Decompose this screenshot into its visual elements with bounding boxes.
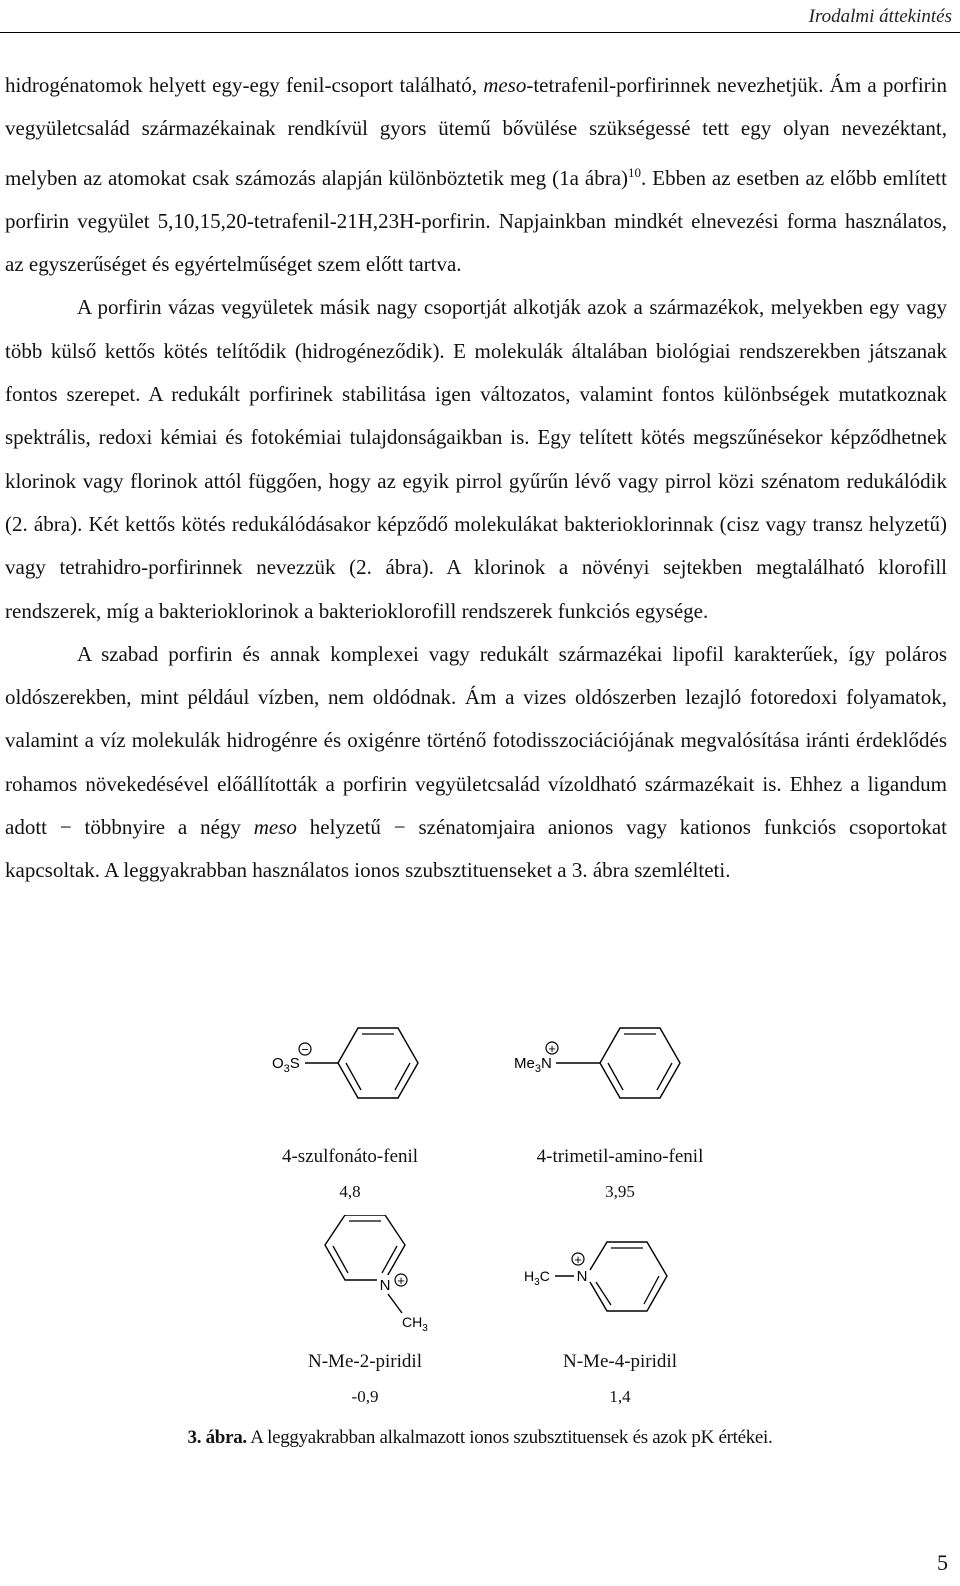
trimethylamino-formula: $Me_3N$ <box>514 1055 552 1075</box>
text-run: hidrogénatomok helyett egy-egy fenil-csoport található, <box>5 73 484 97</box>
paragraph <box>5 633 947 893</box>
structure-name: N-Me-4-piridil <box>563 1351 677 1372</box>
text-run: A szabad porfirin és annak komplexei vagy redukált származékai lipofil karakterűek, így poláros oldószerekben, mint például vízben, nem oldódnak. Ám a vizes oldószerben lezajló fotoredoxi folyamatok, valamint a víz molekulák hidrogénre és oxigénre történő fotodisszociációjának megvalósítása iránti érdeklődés rohamos növekedésével előállították a porfirin vegyületcsalád vízoldható származékait is. Ehhez a ligandum adott − többnyire a négy <box>5 641 947 840</box>
page-number: 5 <box>937 1550 948 1575</box>
structure-name: 4-szulfonáto-fenil <box>281 1146 419 1167</box>
positive-charge-sign: + <box>574 1252 582 1267</box>
text-run: helyzetű − szénatomjaira anionos vagy kationos funkciós csoportokat kapcsoltak. A leggyakrabban használatos ionos szubsztituenseket a 3. ábra szemlélteti. <box>5 815 947 883</box>
structure-trimethylamino <box>500 1020 740 1202</box>
figure-caption <box>0 1427 960 1449</box>
benzene-ring <box>338 1028 418 1098</box>
reference-superscript: 10 <box>628 164 642 180</box>
pk-value: -0,9 <box>351 1387 379 1406</box>
methyl-group: $CH_3$ <box>402 1314 428 1334</box>
structure-name: 4-trimetil-amino-fenil <box>536 1146 704 1167</box>
pk-value: 3,95 <box>605 1182 635 1201</box>
benzene-ring <box>600 1028 680 1098</box>
figure-3 <box>0 1010 960 1530</box>
pyridine-ring <box>590 1242 667 1311</box>
sulfonato-phenyl-structure <box>250 1020 450 1140</box>
negative-charge-sign: − <box>301 1042 309 1057</box>
methyl-formula: $H_3C$ <box>524 1268 550 1288</box>
ring-nitrogen: N <box>576 1268 588 1285</box>
structure-nme4pyridyl <box>510 1215 730 1407</box>
caption-text: A leggyakrabban alkalmazott ionos szubsztituensek és azok pK értékei. <box>246 1427 773 1448</box>
positive-charge-sign: + <box>397 1273 405 1288</box>
paragraph <box>5 286 947 632</box>
text-run: -tetrafenil-porfirinnek nevezhetjük. Ám a porfirin vegyületcsalád származékainak rendkívül gyors ütemű bővülése szükségessé tett egy olyan nevezéktant, melyben az atomokat csak számozás alapján különböztetik meg (1a ábra) <box>5 73 948 190</box>
structure-nme2pyridyl <box>280 1215 450 1407</box>
ring-nitrogen: N <box>379 1277 391 1294</box>
n-methyl-2-pyridyl-structure <box>280 1215 450 1345</box>
pk-value: 1,4 <box>609 1387 631 1406</box>
structure-name: N-Me-2-piridil <box>308 1351 422 1372</box>
italic-term: meso <box>483 73 527 97</box>
text-run: A porfirin vázas vegyületek másik nagy csoportját alkotják azok a származékok, melyekben egy vagy több külső kettős kötés telítődik (hidrogéneződik). E molekulák általában biológiai rendszerekben játszanak fontos szerepet. A redukált porfirinek stabilitása igen változatos, valamint fontos különbségek mutatkoznak spektrális, redoxi kémiai és fotokémiai tulajdonságaikban is. Egy telített kötés megszűnésekor képződhetnek klorinok vagy florinok attól függően, hogy az egyik pirrol gyűrűn lévő vagy pirrol közi szénatom redukálódik (2. ábra). Két kettős kötés redukálódásakor képződő molekulákat bakterioklorinnak (cisz vagy transz helyzetű) vagy tetrahidro-porfirinnek nevezzük (2. ábra). A klorinok a növényi sejtekben megtalálható klorofill rendszerek, míg a bakterioklorinok a bakterioklorofill rendszerek funkciós egysége. <box>5 295 947 623</box>
running-header: Irodalmi áttekintés <box>808 6 952 27</box>
positive-charge-sign: + <box>548 1041 556 1056</box>
caption-label: 3. ábra. <box>187 1427 247 1448</box>
n-methyl-4-pyridyl-structure <box>510 1215 730 1345</box>
text-run: . Ebben az esetben az előbb említett porfirin vegyület 5,10,15,20-tetrafenil-21H,23H-porfirin. Napjainkban mindkét elnevezési forma használatos, az egyszerűséget és egyértelműséget szem előtt tartva. <box>5 165 947 277</box>
header-divider <box>0 32 960 33</box>
body-text <box>5 64 947 893</box>
sulfonato-formula: $O_3S$ <box>272 1055 300 1075</box>
structure-sulfonato <box>250 1020 450 1202</box>
italic-term: meso <box>253 815 297 840</box>
trimethylamino-phenyl-structure <box>500 1020 740 1140</box>
pk-value: 4,8 <box>339 1182 361 1201</box>
pyridine-ring <box>325 1215 405 1280</box>
paragraph <box>5 64 947 286</box>
